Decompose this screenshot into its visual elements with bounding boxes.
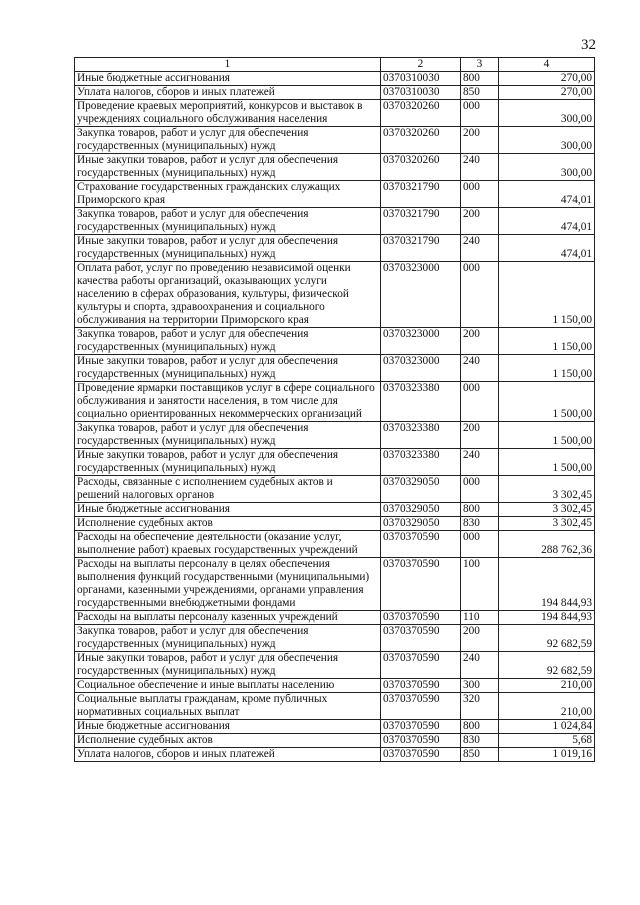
- row-name: Закупка товаров, работ и услуг для обеспечения государственных (муниципальных) нужд: [75, 208, 381, 235]
- table-row: [75, 734, 595, 748]
- row-name: Иные закупки товаров, работ и услуг для обеспечения государственных (муниципальных) нужд: [75, 154, 381, 181]
- row-name: Расходы, связанные с исполнением судебных актов и решений налоговых органов: [75, 476, 381, 503]
- table-row: [75, 652, 595, 679]
- row-type: 200: [461, 208, 499, 235]
- row-name: Расходы на обеспечение деятельности (оказание услуг, выполнение работ) краевых государственных учреждений: [75, 531, 381, 558]
- row-code: 0370370590: [381, 693, 461, 720]
- row-type: 200: [461, 328, 499, 355]
- row-code: 0370323000: [381, 328, 461, 355]
- table-row: [75, 262, 595, 328]
- table-row: [75, 625, 595, 652]
- row-code: 0370323380: [381, 382, 461, 422]
- row-name: Уплата налогов, сборов и иных платежей: [75, 748, 381, 762]
- row-name: Проведение краевых мероприятий, конкурсов и выставок в учреждениях социального обслуживания населения: [75, 100, 381, 127]
- row-sum: 1 150,00: [499, 262, 595, 328]
- row-sum: 5,68: [499, 734, 595, 748]
- row-sum: 1 500,00: [499, 422, 595, 449]
- row-name: Закупка товаров, работ и услуг для обеспечения государственных (муниципальных) нужд: [75, 625, 381, 652]
- row-sum: 92 682,59: [499, 625, 595, 652]
- row-code: 0370321790: [381, 181, 461, 208]
- row-sum: 1 150,00: [499, 328, 595, 355]
- row-sum: 194 844,93: [499, 558, 595, 611]
- table-row: [75, 693, 595, 720]
- row-code: 0370370590: [381, 611, 461, 625]
- row-code: 0370370590: [381, 720, 461, 734]
- row-sum: 300,00: [499, 127, 595, 154]
- table-row: [75, 503, 595, 517]
- row-type: 850: [461, 748, 499, 762]
- row-code: 0370321790: [381, 235, 461, 262]
- table-row: [75, 86, 595, 100]
- row-type: 000: [461, 100, 499, 127]
- budget-table: [74, 57, 595, 762]
- row-sum: 194 844,93: [499, 611, 595, 625]
- row-name: Иные закупки товаров, работ и услуг для обеспечения государственных (муниципальных) нужд: [75, 355, 381, 382]
- row-name: Иные бюджетные ассигнования: [75, 720, 381, 734]
- row-sum: 1 500,00: [499, 449, 595, 476]
- row-sum: 3 302,45: [499, 503, 595, 517]
- row-type: 200: [461, 625, 499, 652]
- row-type: 830: [461, 517, 499, 531]
- row-code: 0370320260: [381, 100, 461, 127]
- table-row: [75, 72, 595, 86]
- row-sum: 474,01: [499, 235, 595, 262]
- row-type: 850: [461, 86, 499, 100]
- row-code: 0370370590: [381, 652, 461, 679]
- table-row: [75, 611, 595, 625]
- row-type: 000: [461, 181, 499, 208]
- row-sum: 474,01: [499, 208, 595, 235]
- row-type: 200: [461, 422, 499, 449]
- row-sum: 288 762,36: [499, 531, 595, 558]
- row-name: Закупка товаров, работ и услуг для обеспечения государственных (муниципальных) нужд: [75, 127, 381, 154]
- row-code: 0370370590: [381, 748, 461, 762]
- table-row: [75, 449, 595, 476]
- row-name: Исполнение судебных актов: [75, 734, 381, 748]
- row-code: 0370329050: [381, 503, 461, 517]
- column-header-4: 4: [499, 58, 595, 72]
- row-type: 100: [461, 558, 499, 611]
- row-code: 0370310030: [381, 72, 461, 86]
- row-sum: 300,00: [499, 100, 595, 127]
- row-code: 0370323380: [381, 449, 461, 476]
- table-row: [75, 476, 595, 503]
- row-type: 110: [461, 611, 499, 625]
- row-name: Исполнение судебных актов: [75, 517, 381, 531]
- table-row: [75, 748, 595, 762]
- row-type: 000: [461, 262, 499, 328]
- row-type: 800: [461, 720, 499, 734]
- table-row: [75, 208, 595, 235]
- row-sum: 300,00: [499, 154, 595, 181]
- row-name: Расходы на выплаты персоналу в целях обеспечения выполнения функций государственными (муниципальными) органами, казенными учреждениями, органами управления государственными внебюджетными фондами: [75, 558, 381, 611]
- table-row: [75, 558, 595, 611]
- row-name: Социальное обеспечение и иные выплаты населению: [75, 679, 381, 693]
- row-code: 0370329050: [381, 476, 461, 503]
- row-sum: 3 302,45: [499, 476, 595, 503]
- row-type: 830: [461, 734, 499, 748]
- table-row: [75, 355, 595, 382]
- row-code: 0370370590: [381, 679, 461, 693]
- row-type: 240: [461, 449, 499, 476]
- table-row: [75, 517, 595, 531]
- row-code: 0370323380: [381, 422, 461, 449]
- row-sum: 1 019,16: [499, 748, 595, 762]
- table-row: [75, 100, 595, 127]
- row-sum: 3 302,45: [499, 517, 595, 531]
- row-type: 800: [461, 72, 499, 86]
- row-name: Уплата налогов, сборов и иных платежей: [75, 86, 381, 100]
- row-code: 0370323000: [381, 262, 461, 328]
- column-header-2: 2: [381, 58, 461, 72]
- table-row: [75, 422, 595, 449]
- row-sum: 1 150,00: [499, 355, 595, 382]
- row-type: 320: [461, 693, 499, 720]
- row-name: Иные бюджетные ассигнования: [75, 72, 381, 86]
- row-code: 0370321790: [381, 208, 461, 235]
- row-code: 0370323000: [381, 355, 461, 382]
- row-sum: 92 682,59: [499, 652, 595, 679]
- page-number: 32: [581, 37, 596, 53]
- row-type: 200: [461, 127, 499, 154]
- table-row: [75, 328, 595, 355]
- row-sum: 270,00: [499, 86, 595, 100]
- row-code: 0370320260: [381, 154, 461, 181]
- row-name: Страхование государственных гражданских служащих Приморского края: [75, 181, 381, 208]
- row-name: Закупка товаров, работ и услуг для обеспечения государственных (муниципальных) нужд: [75, 422, 381, 449]
- header-row: [75, 58, 595, 72]
- row-type: 000: [461, 476, 499, 503]
- table-row: [75, 382, 595, 422]
- row-code: 0370370590: [381, 531, 461, 558]
- table-row: [75, 679, 595, 693]
- row-type: 240: [461, 355, 499, 382]
- row-type: 240: [461, 652, 499, 679]
- row-code: 0370320260: [381, 127, 461, 154]
- row-name: Расходы на выплаты персоналу казенных учреждений: [75, 611, 381, 625]
- row-code: 0370370590: [381, 625, 461, 652]
- column-header-3: 3: [461, 58, 499, 72]
- row-type: 300: [461, 679, 499, 693]
- row-name: Оплата работ, услуг по проведению независимой оценки качества работы организаций, оказывающих услуги населению в сферах образования, культуры, физической культуры и спорта, здравоохранения и социального обслуживания на территории Приморского края: [75, 262, 381, 328]
- row-type: 000: [461, 531, 499, 558]
- row-name: Иные закупки товаров, работ и услуг для обеспечения государственных (муниципальных) нужд: [75, 449, 381, 476]
- row-code: 0370329050: [381, 517, 461, 531]
- table-row: [75, 154, 595, 181]
- table-row: [75, 720, 595, 734]
- row-name: Социальные выплаты гражданам, кроме публичных нормативных социальных выплат: [75, 693, 381, 720]
- row-type: 800: [461, 503, 499, 517]
- row-code: 0370310030: [381, 86, 461, 100]
- table-row: [75, 235, 595, 262]
- column-header-1: 1: [75, 58, 381, 72]
- row-sum: 1 500,00: [499, 382, 595, 422]
- row-sum: 210,00: [499, 679, 595, 693]
- table-row: [75, 127, 595, 154]
- row-name: Закупка товаров, работ и услуг для обеспечения государственных (муниципальных) нужд: [75, 328, 381, 355]
- row-code: 0370370590: [381, 734, 461, 748]
- row-sum: 210,00: [499, 693, 595, 720]
- row-name: Иные закупки товаров, работ и услуг для обеспечения государственных (муниципальных) нужд: [75, 652, 381, 679]
- row-name: Проведение ярмарки поставщиков услуг в сфере социального обслуживания и занятости населения, в том числе для социально ориентированных некоммерческих организаций: [75, 382, 381, 422]
- table-row: [75, 531, 595, 558]
- table-body: [75, 58, 595, 762]
- row-type: 240: [461, 235, 499, 262]
- row-sum: 270,00: [499, 72, 595, 86]
- table-row: [75, 181, 595, 208]
- row-sum: 1 024,84: [499, 720, 595, 734]
- row-name: Иные бюджетные ассигнования: [75, 503, 381, 517]
- row-type: 000: [461, 382, 499, 422]
- row-type: 240: [461, 154, 499, 181]
- row-sum: 474,01: [499, 181, 595, 208]
- row-code: 0370370590: [381, 558, 461, 611]
- row-name: Иные закупки товаров, работ и услуг для обеспечения государственных (муниципальных) нужд: [75, 235, 381, 262]
